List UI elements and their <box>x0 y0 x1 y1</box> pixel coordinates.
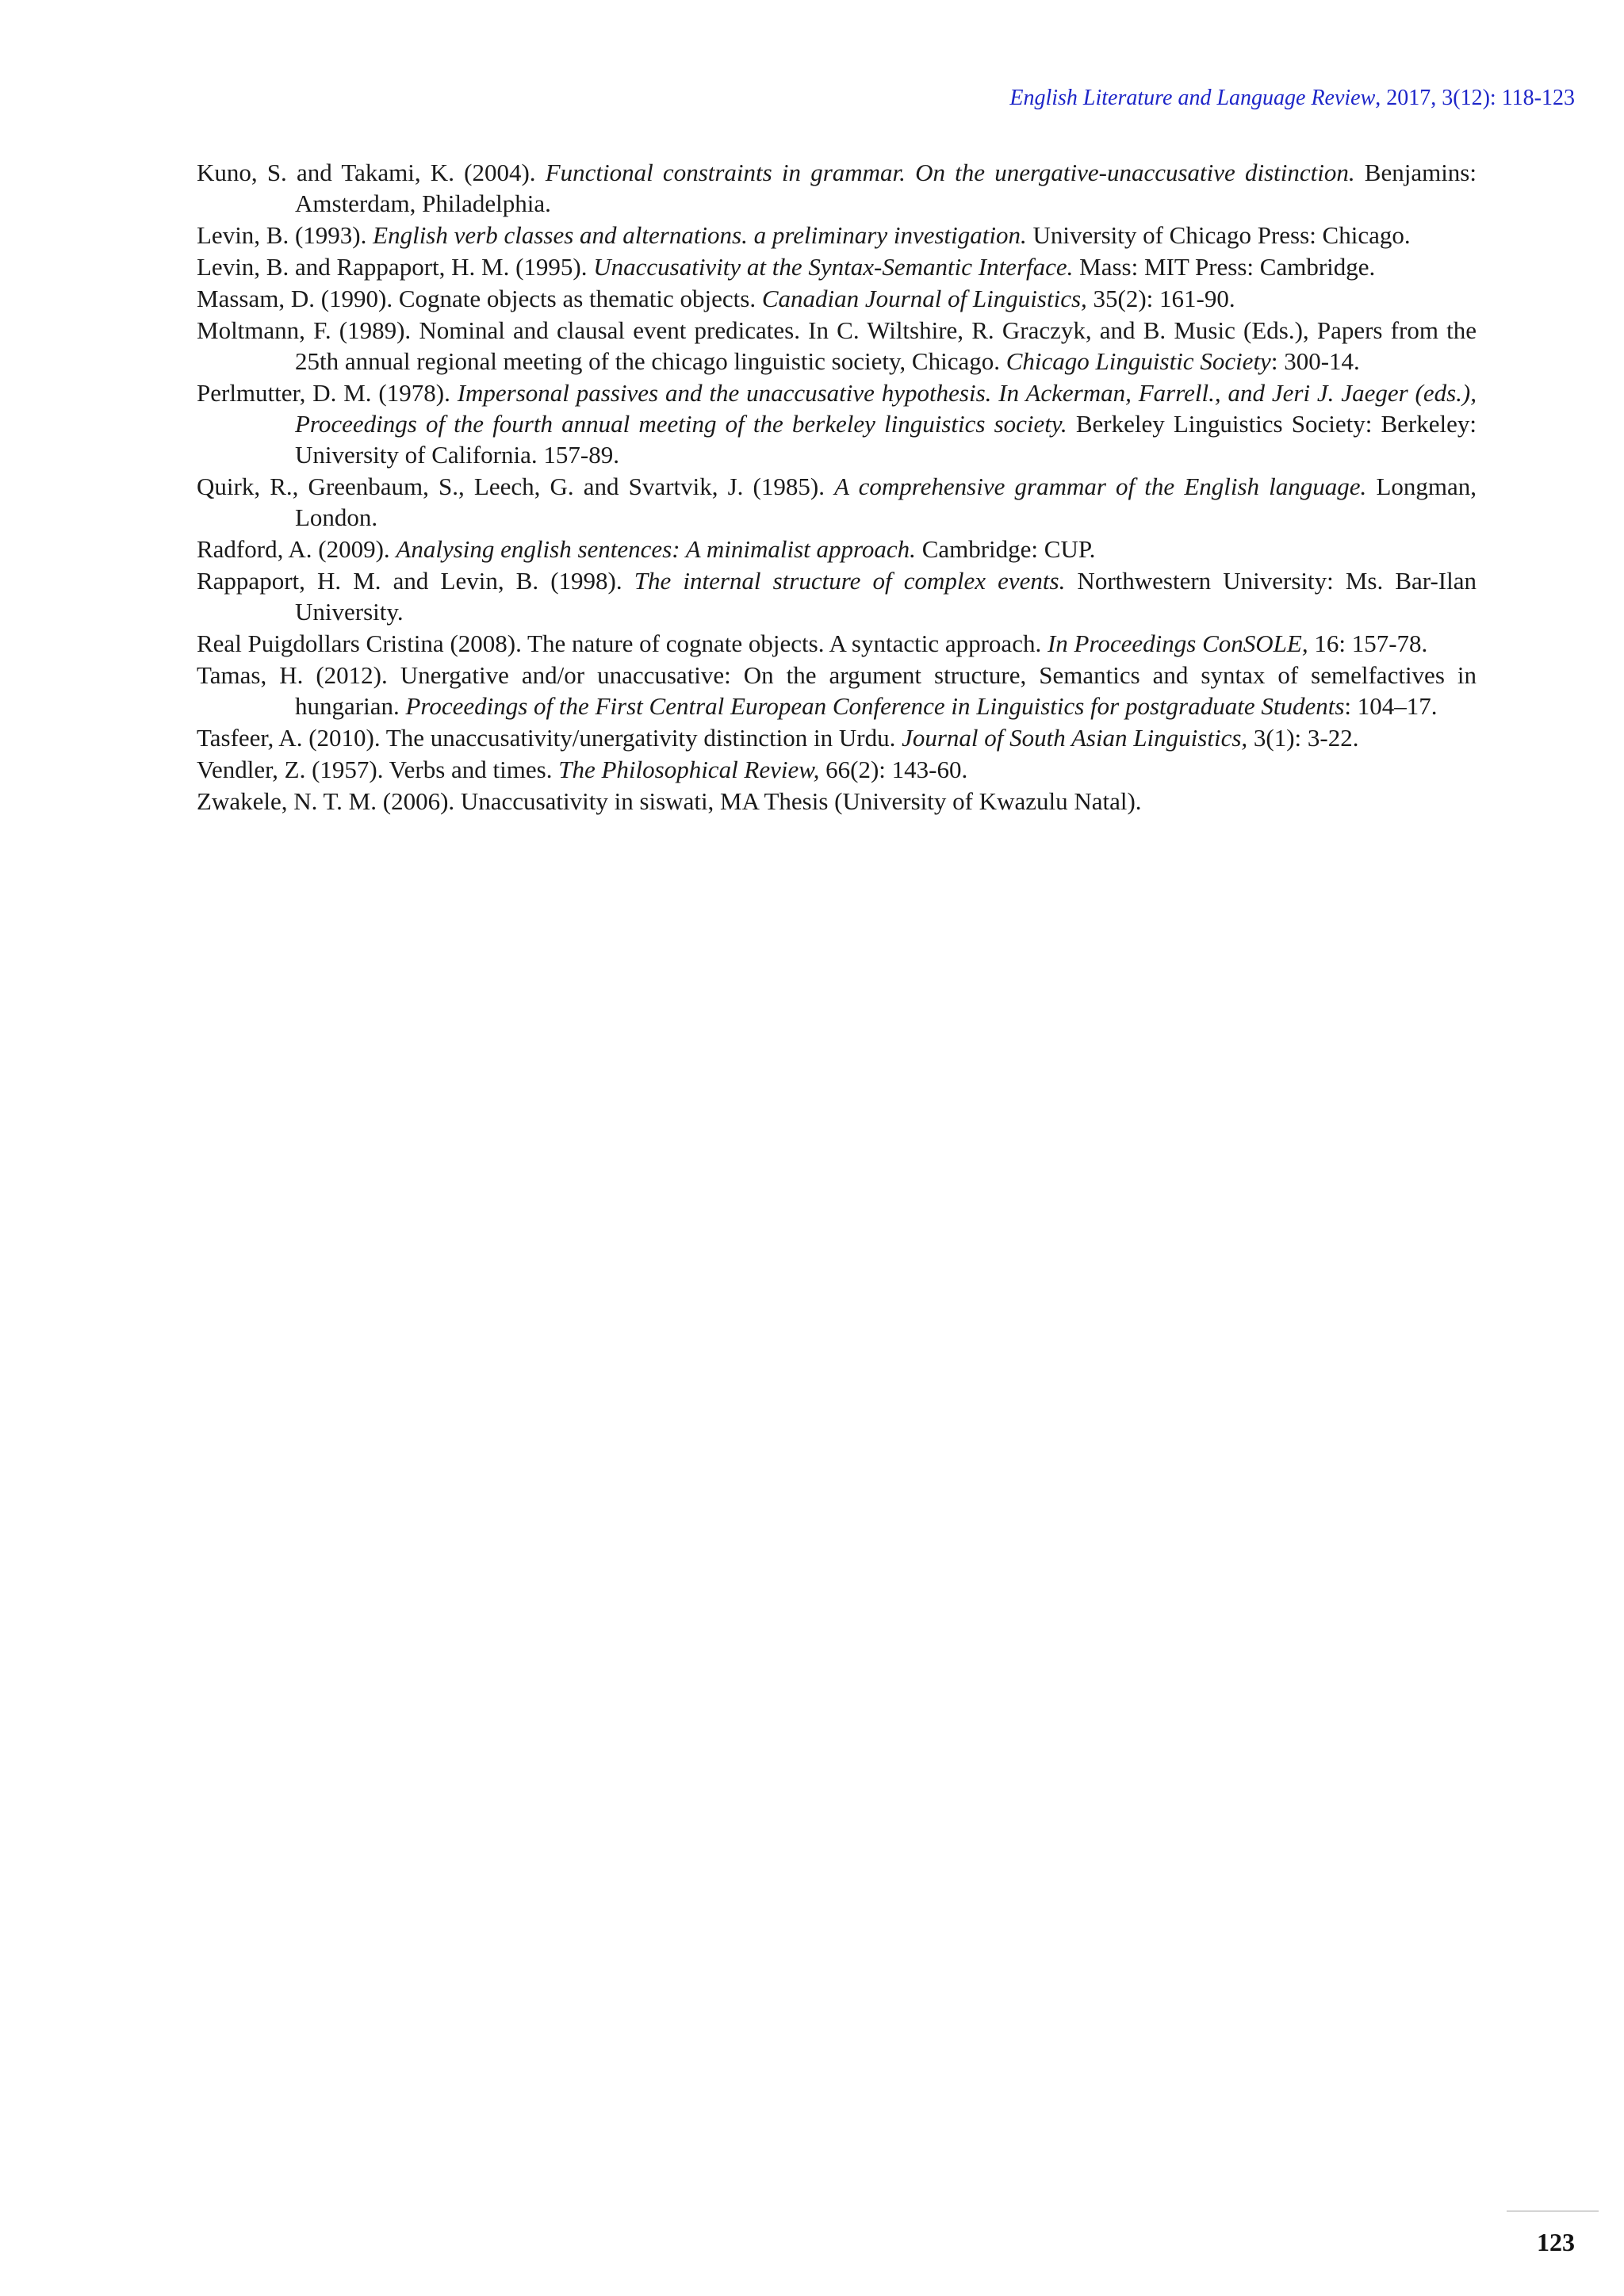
reference-title: Canadian Journal of Linguistics, <box>761 285 1087 312</box>
reference-details: : 104–17. <box>1344 692 1438 720</box>
reference-title: Chicago Linguistic Society <box>1005 347 1271 375</box>
reference-item <box>197 660 1477 721</box>
reference-details: 35(2): 161-90. <box>1086 285 1235 312</box>
reference-item <box>197 251 1477 282</box>
reference-item <box>197 754 1477 785</box>
reference-item <box>197 283 1477 314</box>
reference-details: Northwestern University: Ms. Bar-Ilan University. <box>295 567 1477 626</box>
reference-details: Longman, London. <box>295 473 1477 531</box>
reference-details: Berkeley Linguistics Society: Berkeley: University of California. 157-89. <box>295 410 1477 469</box>
reference-title: Analysing english sentences: A minimalist approach. <box>396 535 916 563</box>
reference-text: Perlmutter, D. M. (1978). <box>197 379 458 407</box>
reference-text: Levin, B. (1993). <box>197 221 373 249</box>
reference-title: In Proceedings ConSOLE, <box>1047 629 1308 657</box>
reference-title: A comprehensive grammar of the English language. <box>834 473 1367 500</box>
reference-text: Moltmann, F. (1989). Nominal and clausal event predicates. In C. Wiltshire, R. Graczyk, and B. Music (Eds.), Papers from the 25th annual regional meeting of the chicago linguistic society, Chicago. <box>197 316 1477 375</box>
reference-item <box>197 534 1477 564</box>
reference-item <box>197 315 1477 377</box>
journal-name: English Literature and Language Review <box>1009 86 1376 110</box>
reference-title: English verb classes and alternations. a preliminary investigation. <box>373 221 1027 249</box>
reference-details: 16: 157-78. <box>1308 629 1428 657</box>
reference-title: The Philosophical Review, <box>558 756 820 783</box>
reference-title: Journal of South Asian Linguistics, <box>902 724 1248 752</box>
reference-details: 66(2): 143-60. <box>819 756 968 783</box>
reference-text: Quirk, R., Greenbaum, S., Leech, G. and Svartvik, J. (1985). <box>197 473 835 500</box>
reference-item <box>197 471 1477 533</box>
reference-text: Tamas, H. (2012). Unergative and/or unaccusative: On the argument structure, Semantics and syntax of semelfactives in hungarian. <box>197 661 1477 720</box>
reference-text: Vendler, Z. (1957). Verbs and times. <box>197 756 559 783</box>
reference-text: Tasfeer, A. (2010). The unaccusativity/unergativity distinction in Urdu. <box>197 724 902 752</box>
reference-title: Unaccusativity at the Syntax-Semantic Interface. <box>593 253 1074 281</box>
reference-item <box>197 220 1477 251</box>
reference-details: : 300-14. <box>1270 347 1360 375</box>
reference-title: Functional constraints in grammar. On the unergative-unaccusative distinction. <box>545 159 1355 186</box>
reference-title: Impersonal passives and the unaccusative hypothesis. In Ackerman, Farrell., and Jeri J. Jaeger (eds.), Proceedings of the fourth annual meeting of the berkeley linguistics society. <box>295 379 1477 438</box>
reference-item <box>197 786 1477 817</box>
reference-item <box>197 565 1477 627</box>
reference-details: 3(1): 3-22. <box>1247 724 1359 752</box>
reference-text: Real Puigdollars Cristina (2008). The nature of cognate objects. A syntactic approach. <box>197 629 1048 657</box>
reference-details: Mass: MIT Press: Cambridge. <box>1073 253 1376 281</box>
footer-divider <box>1507 2210 1599 2212</box>
journal-citation: , 2017, 3(12): 118-123 <box>1375 86 1575 110</box>
reference-title: The internal structure of complex events. <box>634 567 1066 595</box>
reference-item <box>197 722 1477 753</box>
reference-text: Levin, B. and Rappaport, H. M. (1995). <box>197 253 594 281</box>
reference-text: Massam, D. (1990). Cognate objects as thematic objects. <box>197 285 762 312</box>
reference-text: Rappaport, H. M. and Levin, B. (1998). <box>197 567 634 595</box>
reference-list <box>197 157 1477 817</box>
reference-text: Kuno, S. and Takami, K. (2004). <box>197 159 546 186</box>
page-number: 123 <box>1537 2228 1575 2256</box>
reference-details: Cambridge: CUP. <box>915 535 1096 563</box>
reference-details: University of Chicago Press: Chicago. <box>1026 221 1411 249</box>
reference-text: Radford, A. (2009). <box>197 535 396 563</box>
reference-title: Proceedings of the First Central European Conference in Linguistics for postgraduate Students <box>405 692 1345 720</box>
reference-item <box>197 628 1477 659</box>
running-header <box>1009 86 1575 111</box>
reference-item <box>197 157 1477 219</box>
reference-text: Zwakele, N. T. M. (2006). Unaccusativity in siswati, MA Thesis (University of Kwazulu Natal). <box>197 787 1142 815</box>
reference-details: Benjamins: Amsterdam, Philadelphia. <box>295 159 1477 217</box>
reference-item <box>197 377 1477 470</box>
